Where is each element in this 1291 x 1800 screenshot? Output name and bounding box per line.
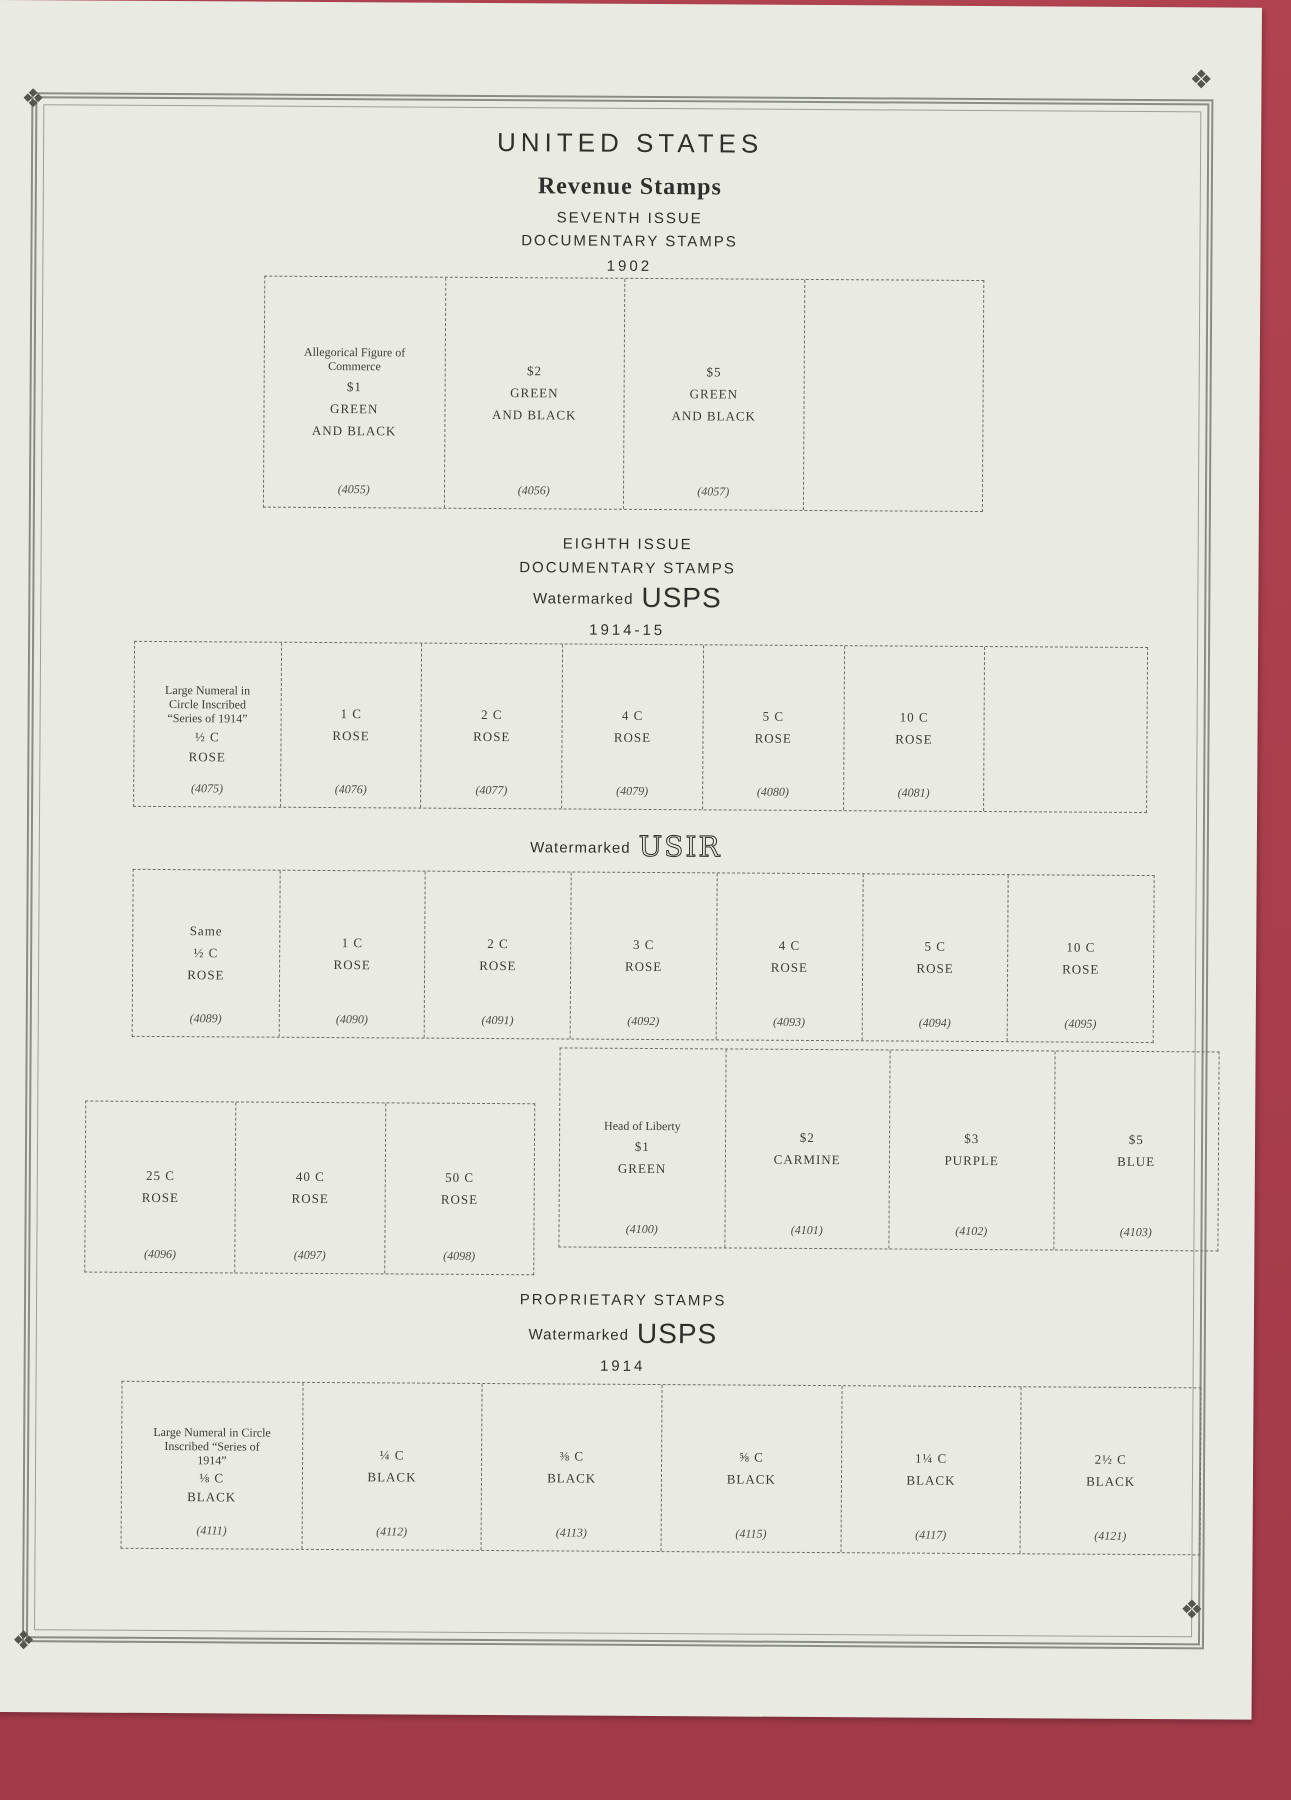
watermark-label: Watermarked	[530, 839, 631, 857]
stamp-color: GREEN	[330, 401, 379, 417]
stamp-color-2: AND BLACK	[671, 408, 757, 424]
eighth-type-heading: DOCUMENTARY STAMPS	[519, 559, 736, 578]
proprietary-row	[121, 1381, 1202, 1556]
catalog-number: (4098)	[443, 1248, 476, 1263]
stamp-space	[570, 873, 717, 1040]
stamp-space	[702, 645, 844, 810]
stamp-space	[888, 1050, 1054, 1249]
stamp-color: ROSE	[473, 728, 511, 745]
stamp-space	[861, 874, 1008, 1041]
catalog-number: (4090)	[335, 1012, 368, 1027]
stamp-value: 40 C	[295, 1168, 325, 1185]
stamp-color: PURPLE	[944, 1152, 999, 1169]
stamp-value: ¼ C	[379, 1447, 405, 1463]
stamp-value: 10 C	[1066, 939, 1096, 955]
stamp-value: 1 C	[340, 706, 362, 722]
stamp-color: BLACK	[547, 1470, 597, 1486]
stamp-space	[561, 644, 703, 809]
stamp-space	[623, 279, 804, 510]
stamp-value: $5	[706, 364, 722, 380]
stamp-color: ROSE	[624, 958, 663, 975]
stamp-color: GREEN	[617, 1160, 667, 1177]
catalog-number: (4113)	[555, 1525, 587, 1540]
seventh-type-heading: DOCUMENTARY STAMPS	[521, 232, 738, 251]
catalog-number: (4057)	[697, 484, 730, 499]
stamp-color: BLUE	[1117, 1153, 1156, 1170]
stamp-space	[716, 873, 863, 1040]
catalog-number: (4112)	[376, 1524, 408, 1539]
stamp-value: 4 C	[778, 937, 801, 953]
stamp-value: $1	[634, 1138, 650, 1154]
country-title: UNITED STATES	[496, 127, 764, 159]
stamp-space	[724, 1049, 890, 1248]
catalog-number: (4097)	[293, 1247, 326, 1263]
stamp-value: $5	[1128, 1131, 1144, 1148]
stamp-color: ROSE	[188, 749, 226, 765]
catalog-number: (4055)	[337, 482, 370, 497]
stamp-value: ½ C	[193, 945, 219, 961]
catalog-number: (4056)	[517, 483, 550, 498]
stamp-color: ROSE	[440, 1191, 479, 1207]
stamp-value: 5 C	[762, 708, 785, 724]
stamp-value: 2½ C	[1094, 1451, 1127, 1467]
catalog-number: (4096)	[143, 1246, 177, 1262]
stamp-color: ROSE	[1062, 961, 1100, 977]
stamp-value: 10 C	[899, 709, 929, 725]
stamp-color: GREEN	[510, 385, 559, 401]
watermark-mark: USIR	[638, 829, 722, 864]
stamp-value: ⅝ C	[739, 1449, 764, 1465]
stamp-space	[1007, 875, 1154, 1042]
stamp-space	[559, 1048, 725, 1247]
proprietary-heading: PROPRIETARY STAMPS	[519, 1291, 727, 1310]
proprietary-year: 1914	[599, 1357, 646, 1375]
stamp-value: 5 C	[924, 938, 946, 954]
stamp-space	[424, 872, 571, 1039]
stamp-space	[133, 870, 280, 1037]
stamp-description: Allegorical Figure of Commerce	[303, 344, 406, 374]
catalog-number: (4077)	[475, 782, 508, 798]
stamp-value: ⅛ C	[199, 1470, 225, 1486]
stamp-color: ROSE	[141, 1189, 180, 1206]
stamp-color: BLACK	[726, 1471, 776, 1487]
watermark-mark: USPS	[641, 581, 722, 614]
stamp-color: ROSE	[770, 959, 808, 975]
eighth-issue-heading: EIGHTH ISSUE	[562, 535, 693, 554]
corner-ornament-icon: ❖	[1180, 1595, 1204, 1626]
stamp-color: ROSE	[754, 730, 792, 746]
stamp-description: Large Numeral in Circle Inscribed “Series of 1914”	[153, 1424, 271, 1468]
usir-row-2-left	[84, 1101, 535, 1276]
stamp-space	[1020, 1387, 1201, 1554]
catalog-number: (4101)	[790, 1222, 823, 1238]
catalog-number: (4102)	[955, 1223, 988, 1239]
stamp-space	[264, 277, 445, 508]
stamp-color-2: AND BLACK	[311, 422, 397, 439]
stamp-space	[661, 1385, 842, 1552]
stamp-color: BLACK	[187, 1489, 237, 1505]
stamp-value: 3 C	[632, 936, 655, 953]
page-title: Revenue Stamps	[537, 173, 722, 201]
stamp-value: $3	[964, 1130, 980, 1147]
catalog-number: (4080)	[756, 784, 789, 799]
stamp-description: Same	[189, 923, 223, 939]
stamp-color: BLACK	[1086, 1473, 1136, 1489]
catalog-number: (4075)	[190, 781, 224, 796]
stamp-value: 2 C	[481, 706, 503, 723]
stamp-space	[235, 1102, 385, 1273]
catalog-number: (4081)	[897, 785, 930, 800]
catalog-number: (4089)	[189, 1011, 222, 1026]
stamp-color: CARMINE	[773, 1151, 841, 1168]
stamp-space	[301, 1383, 482, 1550]
eighth-year: 1914-15	[589, 621, 666, 640]
catalog-number: (4117)	[915, 1527, 947, 1542]
stamp-space	[278, 871, 425, 1038]
catalog-number: (4093)	[772, 1014, 806, 1029]
stamp-color: BLACK	[906, 1472, 956, 1488]
stamp-space	[481, 1384, 662, 1551]
stamp-value: 50 C	[445, 1169, 475, 1185]
stamp-color-2: AND BLACK	[491, 407, 577, 423]
catalog-number: (4095)	[1064, 1016, 1097, 1031]
stamp-space	[280, 643, 422, 808]
catalog-number: (4121)	[1094, 1528, 1127, 1543]
stamp-color: ROSE	[916, 960, 954, 976]
catalog-number: (4076)	[334, 782, 367, 797]
stamp-space-empty	[802, 280, 983, 511]
stamp-space	[420, 644, 562, 809]
watermark-label: Watermarked	[528, 1326, 630, 1344]
stamp-value: 4 C	[621, 707, 644, 723]
stamp-color: ROSE	[187, 967, 225, 983]
catalog-number: (4092)	[627, 1013, 660, 1029]
stamp-color: ROSE	[895, 731, 933, 747]
stamp-space	[840, 1386, 1021, 1553]
seventh-row	[263, 276, 984, 512]
stamp-description: Large Numeral in Circle Inscribed “Series of 1914”	[165, 683, 251, 726]
stamp-space	[384, 1103, 534, 1274]
catalog-number: (4091)	[481, 1012, 514, 1028]
catalog-number: (4079)	[616, 783, 649, 798]
stamp-color: ROSE	[613, 729, 652, 745]
seventh-year: 1902	[606, 257, 653, 275]
stamp-space	[122, 1382, 303, 1549]
stamp-color: ROSE	[332, 728, 370, 744]
catalog-number: (4103)	[1119, 1224, 1152, 1240]
stamp-description: Head of Liberty	[604, 1118, 681, 1134]
catalog-number: (4094)	[918, 1015, 951, 1030]
usir-row-1	[132, 869, 1155, 1043]
stamp-color: ROSE	[479, 957, 517, 974]
watermark-label: Watermarked	[532, 590, 634, 608]
watermark-mark: USPS	[636, 1317, 718, 1350]
stamp-value: 1 C	[341, 935, 364, 951]
corner-ornament-icon: ❖	[21, 84, 45, 115]
corner-ornament-icon: ❖	[11, 1626, 36, 1657]
stamp-color: ROSE	[291, 1190, 329, 1207]
stamp-space	[843, 646, 985, 811]
catalog-number: (4115)	[735, 1526, 767, 1541]
stamp-value: $1	[346, 379, 362, 395]
stamp-value: ⅜ C	[559, 1448, 585, 1464]
stamp-value: $2	[526, 363, 543, 379]
catalog-number: (4100)	[625, 1221, 658, 1237]
stamp-value: $2	[799, 1129, 815, 1145]
stamp-value: 2 C	[487, 935, 509, 952]
usir-row-2-right	[558, 1047, 1219, 1251]
stamp-color: ROSE	[333, 957, 371, 973]
catalog-number: (4111)	[196, 1523, 227, 1538]
stamp-space-empty	[983, 647, 1147, 812]
stamp-color: GREEN	[689, 386, 739, 402]
stamp-space	[1053, 1051, 1219, 1250]
corner-ornament-icon: ❖	[1189, 65, 1213, 96]
stamp-space	[443, 278, 624, 509]
stamp-space	[134, 642, 281, 807]
seventh-issue-heading: SEVENTH ISSUE	[556, 209, 703, 228]
stamp-color: BLACK	[367, 1469, 417, 1485]
stamp-space	[85, 1102, 235, 1273]
stamp-value: ½ C	[194, 729, 220, 745]
stamp-value: 1¼ C	[914, 1450, 948, 1466]
eighth-row	[133, 641, 1148, 813]
stamp-value: 25 C	[145, 1167, 175, 1184]
